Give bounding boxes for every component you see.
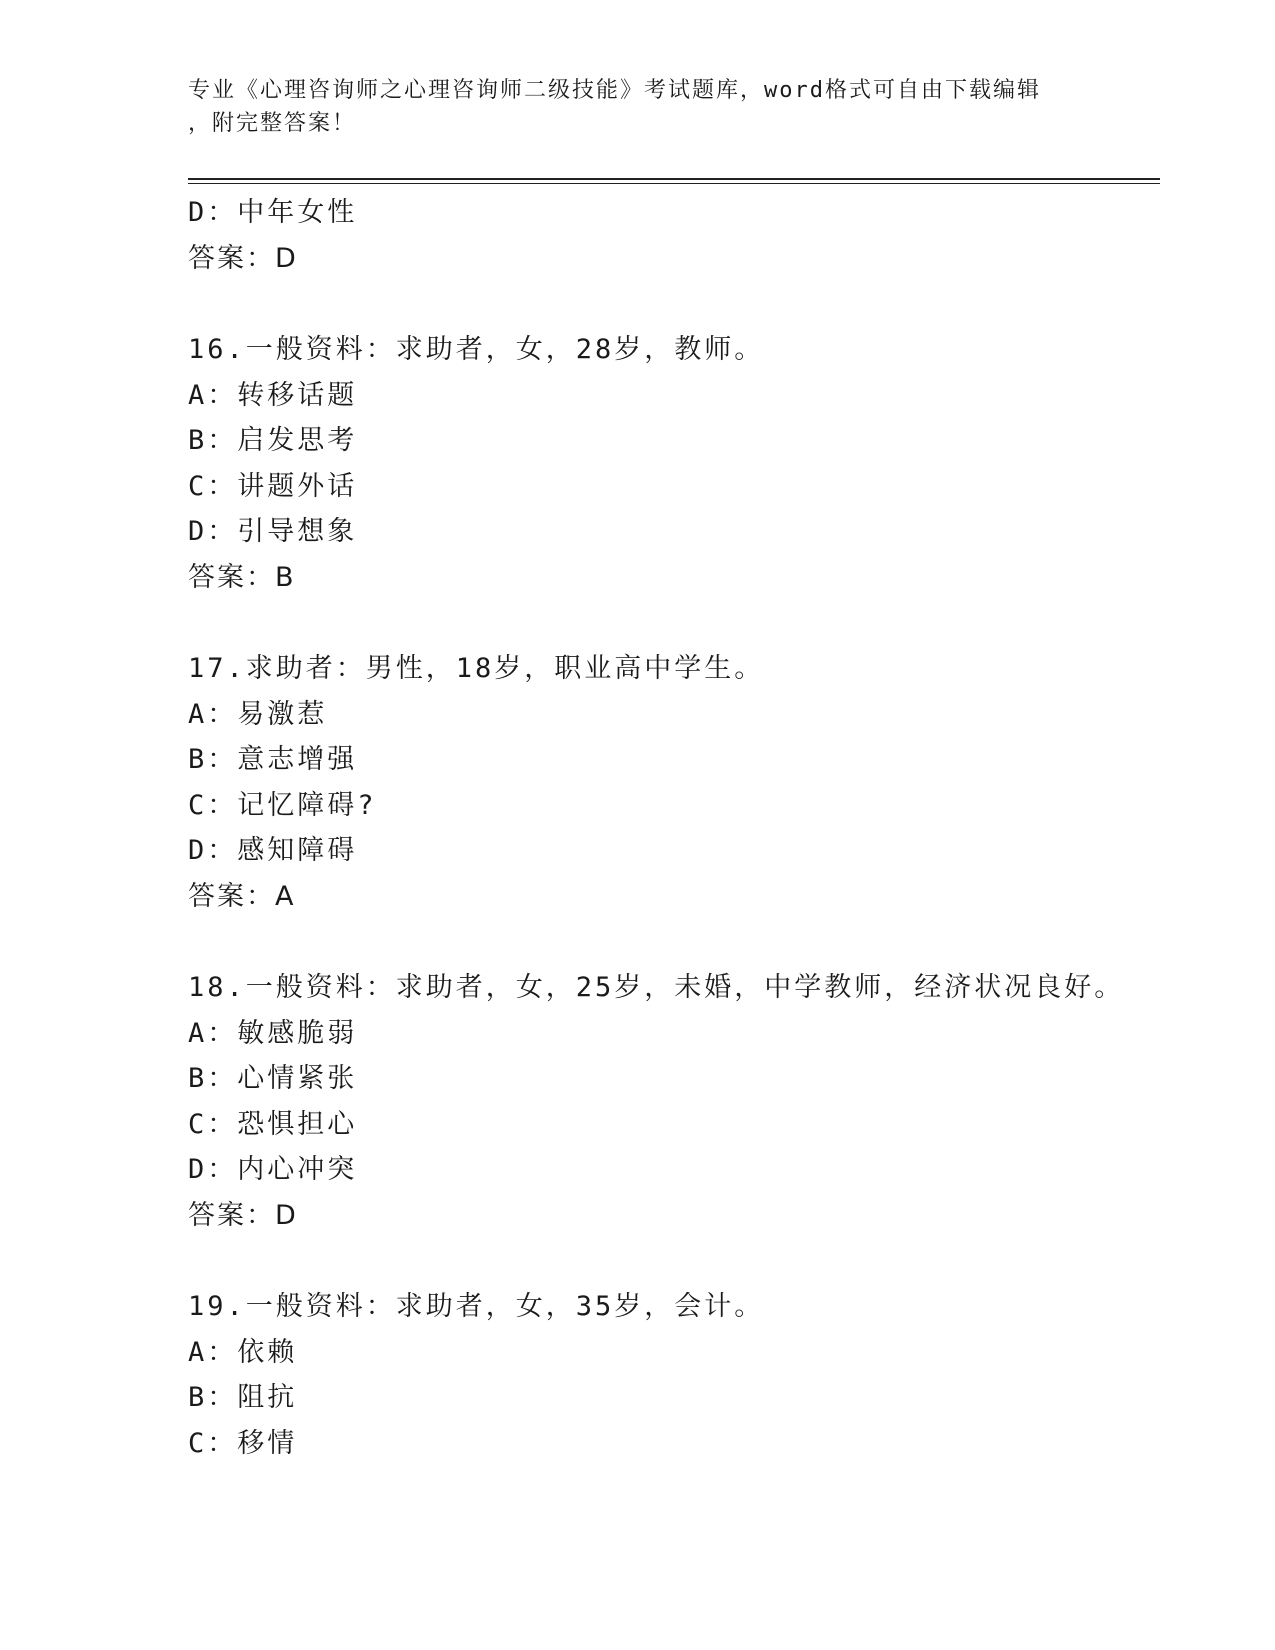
question-stem: 19.一般资料：求助者，女，35岁，会计。 [188,1291,765,1322]
question-list [188,190,1188,1466]
option-c: C：移情 [188,1427,298,1459]
question-stem: 17.求助者：男性，18岁，职业高中学生。 [188,653,765,684]
option-b: B：启发思考 [188,425,358,456]
question-block-18 [188,965,1188,1238]
option-c: C：恐惧担心 [188,1108,358,1140]
header-line-1: 专业《心理咨询师之心理咨询师二级技能》考试题库，word格式可自由下载编辑 [188,78,1041,103]
question-stem: 18.一般资料：求助者，女，25岁，未婚，中学教师，经济状况良好。 [188,972,1125,1003]
question-block-16 [188,327,1188,600]
spacer [188,1238,1188,1284]
option-c: C：记忆障碍? [188,789,377,821]
answer-line: 答案：B [188,561,296,593]
option-d: D：内心冲突 [188,1154,358,1185]
spacer [188,919,1188,965]
option-a: A：依赖 [188,1336,298,1368]
header-divider-thick [188,178,1160,180]
header-line-2: ，附完整答案！ [188,111,357,136]
answer-line: 答案：A [188,880,296,912]
option-b: B：意志增强 [188,744,358,775]
answer-line: 答案：D [188,1199,298,1231]
option-d: D：引导想象 [188,516,358,547]
option-a: A：转移话题 [188,379,358,411]
question-block-17 [188,646,1188,919]
option-d: D：感知障碍 [188,835,358,866]
question-block-19 [188,1284,1188,1466]
answer-line: 答案：D [188,242,298,274]
header-divider-thin [188,183,1160,184]
question-stem: 16.一般资料：求助者，女，28岁，教师。 [188,334,765,365]
option-d: D：中年女性 [188,197,358,228]
spacer [188,600,1188,646]
option-a: A：易激惹 [188,698,328,730]
document-header [188,74,1088,140]
question-block-15 [188,190,1188,281]
option-b: B：阻抗 [188,1382,298,1413]
option-a: A：敏感脆弱 [188,1017,358,1049]
option-b: B：心情紧张 [188,1063,358,1094]
spacer [188,281,1188,327]
option-c: C：讲题外话 [188,470,358,502]
